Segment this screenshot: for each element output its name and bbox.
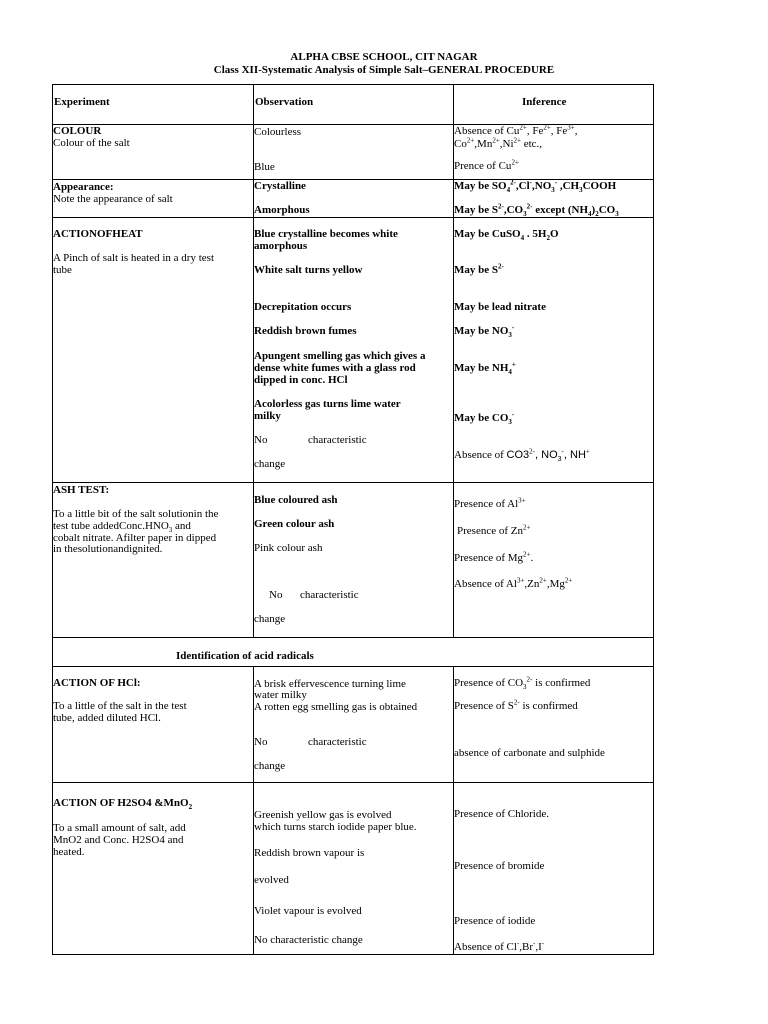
hcl-obs-1a: A brisk effervescence turning lime [254, 678, 406, 690]
ash-desc-1: To a little bit of the salt solutionin the [53, 508, 219, 520]
h2so4-obs-4: No characteristic change [254, 934, 363, 946]
h2so4-inf-2: Presence of bromide [454, 860, 545, 872]
colour-obs-colourless: Colourless [254, 126, 302, 138]
h2so4-inf-1: Presence of Chloride. [454, 808, 549, 820]
hcl-obs-1b: water milky [254, 689, 307, 701]
colour-title: COLOUR [53, 125, 102, 137]
h2so4-desc-3: heated. [53, 846, 85, 858]
acid-radicals-heading: Identification of acid radicals [176, 650, 314, 662]
heat-obs-7c: change [254, 458, 286, 470]
heat-inf-3: May be lead nitrate [454, 301, 546, 313]
heat-inf-4: May be $NO_3^-$ [454, 323, 515, 340]
appearance-title: Appearance: [53, 181, 114, 193]
hcl-inf-2: Presence of $S^{2-}$ is confirmed [454, 698, 578, 712]
colour-inf-absence: Absence of $Cu^{2+}$, $Fe^{2+}$, $Fe^{3+}$, [454, 123, 578, 137]
heat-obs-7b: characteristic [308, 434, 367, 446]
heat-inf-2: May be $S^{2-}$ [454, 262, 504, 276]
heat-obs-4: Reddish brown fumes [254, 325, 357, 337]
school-name: ALPHA CBSE SCHOOL, CIT NAGAR [290, 51, 478, 63]
appearance-desc: Note the appearance of salt [53, 193, 173, 205]
h2so4-title: ACTION OF H2SO4 &MnO$_2$ [53, 797, 193, 812]
heat-title: ACTIONOFHEAT [53, 228, 143, 240]
row-line [52, 217, 654, 218]
hcl-inf-3: absence of carbonate and sulphide [454, 747, 605, 759]
ash-inf-3: Presence of $Mg^{2+}$. [454, 550, 534, 564]
col-header-experiment: Experiment [54, 96, 110, 108]
h2so4-obs-2b: evolved [254, 874, 289, 886]
ash-desc-4: in thesolutionandignited. [53, 543, 163, 555]
ash-desc-3: cobalt nitrate. Afilter paper in dipped [53, 532, 217, 544]
colour-inf-presence: Prence of $Cu^{2+}$ [454, 158, 519, 172]
ash-obs-1: Blue coloured ash [254, 494, 338, 506]
heat-obs-7a: No [254, 434, 268, 446]
colour-inf-absence-2: $Co^{2+},Mn^{2+},Ni^{2+}$ etc., [454, 136, 543, 150]
row-line [52, 637, 654, 638]
row-line [52, 482, 654, 483]
heat-desc-2: tube [53, 264, 72, 276]
heat-inf-5: May be $NH_4^+$ [454, 360, 516, 377]
hcl-title: ACTION OF HCl: [53, 677, 141, 689]
ash-title: ASH TEST: [53, 484, 110, 496]
h2so4-obs-1a: Greenish yellow gas is evolved [254, 809, 392, 821]
hcl-inf-1: Presence of $CO_3^{2-}$ is confirmed [454, 675, 591, 692]
heat-obs-3: Decrepitation occurs [254, 301, 352, 313]
heat-obs-5c: dipped in conc. HCl [254, 374, 348, 386]
heat-inf-6: May be $CO_3^-$ [454, 410, 515, 427]
heat-desc-1: A Pinch of salt is heated in a dry test [53, 252, 214, 264]
hcl-obs-2: A rotten egg smelling gas is obtained [254, 701, 418, 713]
hcl-desc-1: To a little of the salt in the test [53, 700, 187, 712]
hcl-obs-3b: characteristic [308, 736, 367, 748]
heat-inf-1: May be CuSO$_4$ . $5H_2O$ [454, 228, 559, 243]
heat-obs-1a: Blue crystalline becomes white [254, 228, 398, 240]
document-subtitle: Class XII-Systematic Analysis of Simple Salt–GENERAL PROCEDURE [213, 64, 555, 76]
ash-inf-4: Absence of $Al^{3+},Zn^{2+},Mg^{2+}$ [454, 576, 573, 590]
col-header-inference: Inference [522, 96, 567, 108]
appearance-obs-crystalline: Crystalline [254, 180, 306, 192]
ash-obs-4c: change [254, 613, 286, 625]
heat-obs-1b: amorphous [254, 240, 308, 252]
hcl-obs-3a: No [254, 736, 268, 748]
heat-obs-5b: dense white fumes with a glass rod [254, 362, 416, 374]
ash-obs-4b: characteristic [300, 589, 359, 601]
h2so4-obs-2a: Reddish brown vapour is [254, 847, 365, 859]
colour-desc: Colour of the salt [53, 137, 130, 149]
row-line [52, 782, 654, 783]
hcl-desc-2: tube, added diluted HCl. [53, 712, 161, 724]
hcl-obs-3c: change [254, 760, 286, 772]
heat-obs-6b: milky [254, 410, 281, 422]
ash-inf-2: Presence of $Zn^{2+}$ [457, 523, 531, 537]
appearance-obs-amorphous: Amorphous [254, 204, 310, 216]
h2so4-obs-1b: which turns starch iodide paper blue. [254, 821, 417, 833]
h2so4-inf-4: Absence of Cl-,Br-,I- [454, 939, 545, 953]
heat-obs-2: White salt turns yellow [254, 264, 363, 276]
ash-desc-2: test tube $addedConc.HNO_3$ and [53, 520, 191, 535]
ash-obs-2: Green colour ash [254, 518, 335, 530]
ash-inf-1: Presence of $Al^{3+}$ [454, 496, 526, 510]
heat-obs-6a: Acolorless gas turns lime water [254, 398, 401, 410]
h2so4-desc-2: MnO2 and Conc. H2SO4 and [53, 834, 184, 846]
heat-obs-5a: Apungent smelling gas which gives a [254, 350, 426, 362]
row-line [52, 666, 654, 667]
ash-obs-3: Pink colour ash [254, 542, 323, 554]
h2so4-obs-3: Violet vapour is evolved [254, 905, 362, 917]
colour-obs-blue: Blue [254, 161, 275, 173]
appearance-inf-2: May be $S^{2-},CO_3^{2-}$ except $(NH_4)_2CO_3$ [454, 202, 619, 219]
h2so4-desc-1: To a small amount of salt, add [53, 822, 186, 834]
h2so4-inf-3: Presence of iodide [454, 915, 536, 927]
heat-inf-7: Absence of $CO3^{2-}$, $NO_3^-$, NH+ [454, 447, 590, 464]
appearance-inf-1: May be $SO_4^{2-},Cl^-,NO_3^-$ $,CH_3COOH$ [454, 178, 617, 195]
col-header-observation: Observation [255, 96, 314, 108]
ash-obs-4a: No [269, 589, 283, 601]
